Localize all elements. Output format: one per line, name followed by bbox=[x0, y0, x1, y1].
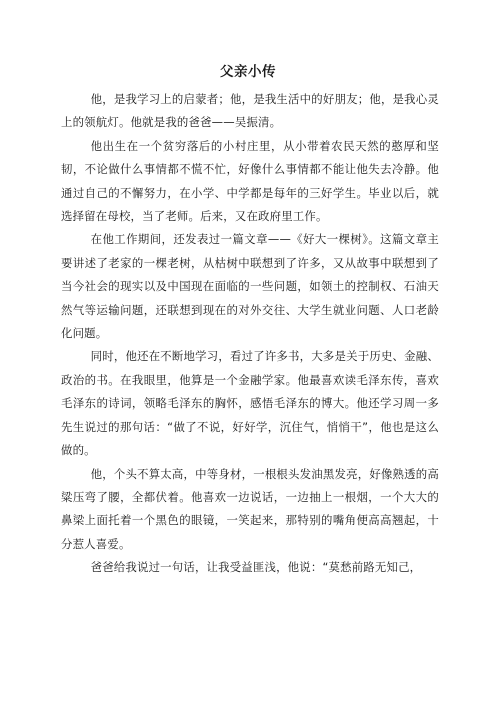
paragraph: 他，个头不算太高，中等身材，一根根头发油黑发亮，好像熟透的高粱压弯了腰，全都伏着。他喜欢一边说话，一边抽上一根烟，一个大大的鼻梁上面托着一个黑色的眼镜，一笑起来，那特别的嘴角便高高翘起，十分惹人喜爱。 bbox=[61, 466, 439, 551]
paragraph: 同时，他还在不断地学习，看过了许多书，大多是关于历史、金融、政治的书。在我眼里，他算是一个金融学家。他最喜欢读毛泽东传，喜欢毛泽东的诗词，领略毛泽东的胸怀，感悟毛泽东的博大。他还学习周一多先生说过的那句话：“做了不说，好好学，沉住气，悄悄干”，他也是这么做的。 bbox=[61, 349, 439, 458]
paragraph: 他出生在一个贫穷落后的小村庄里，从小带着农民天然的憨厚和坚韧，不论做什么事情都不慌不忙，好像什么事情都不能让他失去冷静。他通过自己的不懈努力，在小学、中学都是每年的三好学生。毕业以后，就选择留在母校，当了老师。后来，又在政府里工作。 bbox=[61, 138, 439, 224]
document-body bbox=[61, 88, 439, 580]
paragraph: 爸爸给我说过一句话，让我受益匪浅，他说：“莫愁前路无知己， bbox=[90, 560, 422, 575]
paragraph: 在他工作期间，还发表过一篇文章——《好大一棵树》。这篇文章主要讲述了老家的一棵老树，从枯树中联想到了许多，又从故事中联想到了当今社会的现实以及中国现在面临的一些问题，如领土的控制权、石油天然气等运输问题，还联想到现在的对外交往、大学生就业问题、人口老龄化问题。 bbox=[61, 232, 439, 341]
paragraph: 他，是我学习上的启蒙者；他，是我生活中的好朋友；他，是我心灵上的领航灯。他就是我的爸爸——吴振清。 bbox=[61, 92, 439, 130]
document-title: 父亲小传 bbox=[220, 64, 276, 80]
